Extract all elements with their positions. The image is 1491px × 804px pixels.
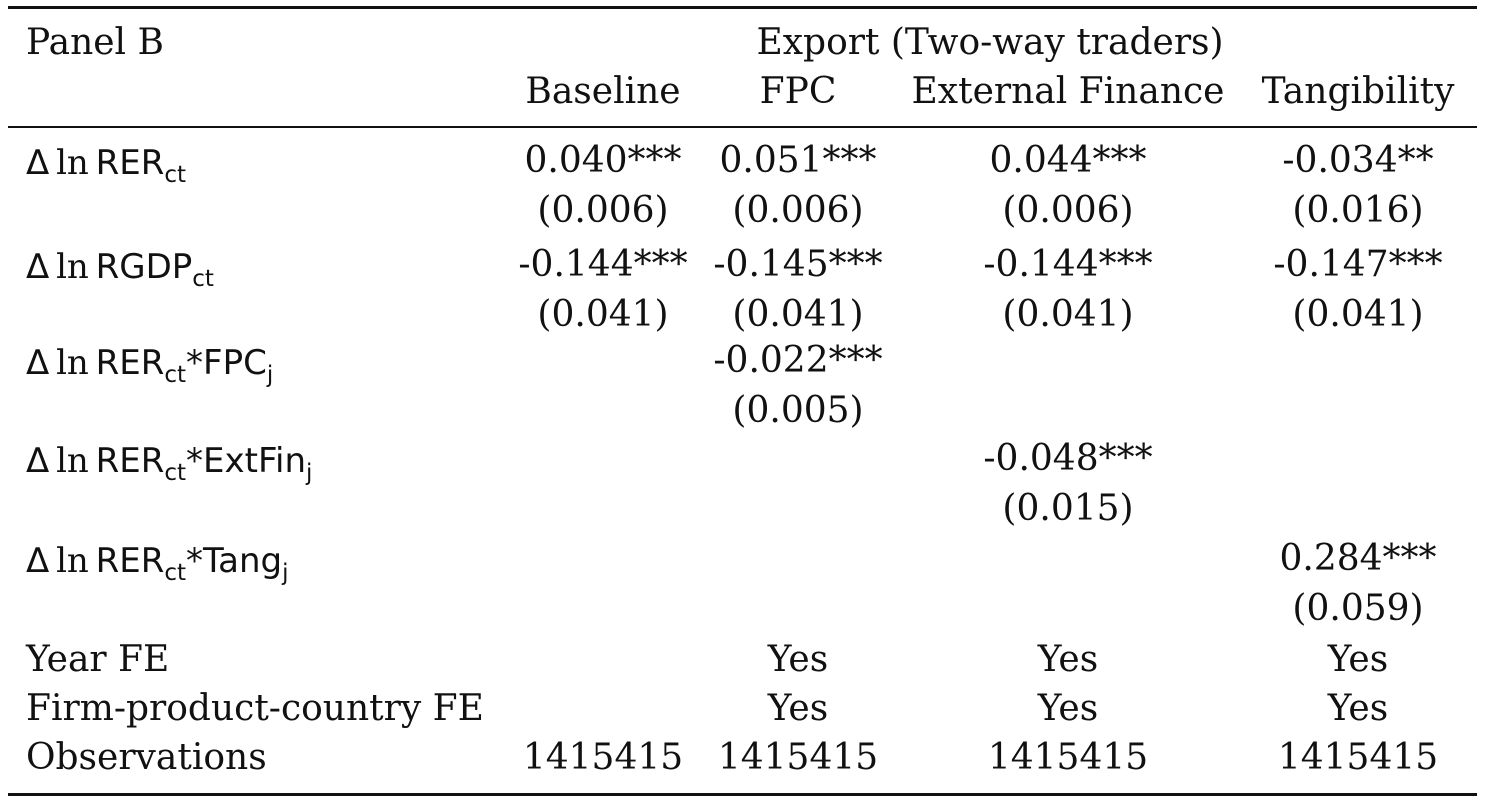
delta-symbol: Δ: [26, 343, 57, 383]
ln-symbol: ln: [56, 343, 96, 383]
footer-value-external-finance: 1415415: [987, 737, 1149, 778]
regressor-label: [26, 539, 289, 586]
header-rule: [8, 126, 1477, 128]
footer-value-tangibility: Yes: [1327, 688, 1389, 729]
coefficient-fpc: 0.051***: [719, 140, 877, 181]
delta-symbol: Δ: [26, 541, 57, 581]
variable-subscript: ct: [164, 460, 187, 486]
delta-symbol: Δ: [26, 247, 57, 287]
coefficient-fpc: -0.145***: [713, 244, 883, 285]
variable-name: RGDP: [95, 247, 193, 287]
coefficient-tangibility: 0.284***: [1279, 538, 1437, 579]
variable-subscript: ct: [164, 560, 187, 586]
footer-value-external-finance: Yes: [1037, 688, 1099, 729]
footer-value-baseline: 1415415: [522, 737, 684, 778]
footer-value-fpc: Yes: [767, 688, 829, 729]
footer-value-tangibility: 1415415: [1277, 737, 1439, 778]
footer-value-fpc: Yes: [767, 639, 829, 680]
footer-value-tangibility: Yes: [1327, 639, 1389, 680]
variable-name: RER: [95, 541, 165, 581]
regressor-label: [26, 341, 274, 388]
interaction-term: *ExtFin: [186, 441, 307, 481]
interaction-subscript: j: [282, 560, 289, 586]
footer-row-label: Firm-product-country FE: [26, 688, 484, 729]
standard-error-tangibility: (0.041): [1292, 294, 1424, 335]
standard-error-fpc: (0.041): [732, 294, 864, 335]
delta-symbol: Δ: [26, 441, 57, 481]
coefficient-baseline: -0.144***: [518, 244, 688, 285]
column-header-external-finance: External Finance: [911, 71, 1225, 112]
regressor-label: [26, 245, 214, 292]
ln-symbol: ln: [56, 441, 96, 481]
coefficient-tangibility: -0.147***: [1273, 244, 1443, 285]
footer-row-label: Observations: [26, 737, 267, 778]
top-rule: [8, 6, 1477, 9]
interaction-term: *FPC: [186, 343, 267, 383]
delta-symbol: Δ: [26, 143, 57, 183]
interaction-subscript: j: [306, 460, 313, 486]
standard-error-tangibility: (0.059): [1292, 588, 1424, 629]
regressor-label: [26, 141, 187, 188]
ln-symbol: ln: [56, 143, 96, 183]
variable-subscript: ct: [164, 162, 187, 188]
standard-error-baseline: (0.006): [537, 190, 669, 231]
bottom-rule: [8, 793, 1477, 796]
coefficient-fpc: -0.022***: [713, 340, 883, 381]
ln-symbol: ln: [56, 541, 96, 581]
variable-name: RER: [95, 143, 165, 183]
variable-subscript: ct: [164, 362, 187, 388]
footer-value-fpc: 1415415: [717, 737, 879, 778]
panel-label: Panel B: [26, 22, 164, 63]
standard-error-fpc: (0.005): [732, 390, 864, 431]
standard-error-baseline: (0.041): [537, 294, 669, 335]
footer-row-label: Year FE: [26, 639, 170, 680]
coefficient-tangibility: -0.034**: [1282, 140, 1434, 181]
variable-name: RER: [95, 441, 165, 481]
coefficient-baseline: 0.040***: [524, 140, 682, 181]
column-header-baseline: Baseline: [525, 71, 681, 112]
variable-name: RER: [95, 343, 165, 383]
interaction-subscript: j: [266, 362, 274, 388]
coefficient-external-finance: -0.048***: [983, 438, 1153, 479]
variable-subscript: ct: [192, 266, 214, 292]
coefficient-external-finance: 0.044***: [989, 140, 1147, 181]
footer-value-external-finance: Yes: [1037, 639, 1099, 680]
column-header-fpc: FPC: [759, 71, 837, 112]
standard-error-external-finance: (0.041): [1002, 294, 1134, 335]
group-header: Export (Two-way traders): [756, 22, 1224, 63]
regressor-label: [26, 439, 313, 486]
standard-error-external-finance: (0.006): [1002, 190, 1134, 231]
ln-symbol: ln: [56, 247, 96, 287]
column-header-tangibility: Tangibility: [1261, 71, 1455, 112]
standard-error-external-finance: (0.015): [1002, 488, 1134, 529]
interaction-term: *Tang: [186, 541, 283, 581]
standard-error-tangibility: (0.016): [1292, 190, 1424, 231]
standard-error-fpc: (0.006): [732, 190, 864, 231]
coefficient-external-finance: -0.144***: [983, 244, 1153, 285]
